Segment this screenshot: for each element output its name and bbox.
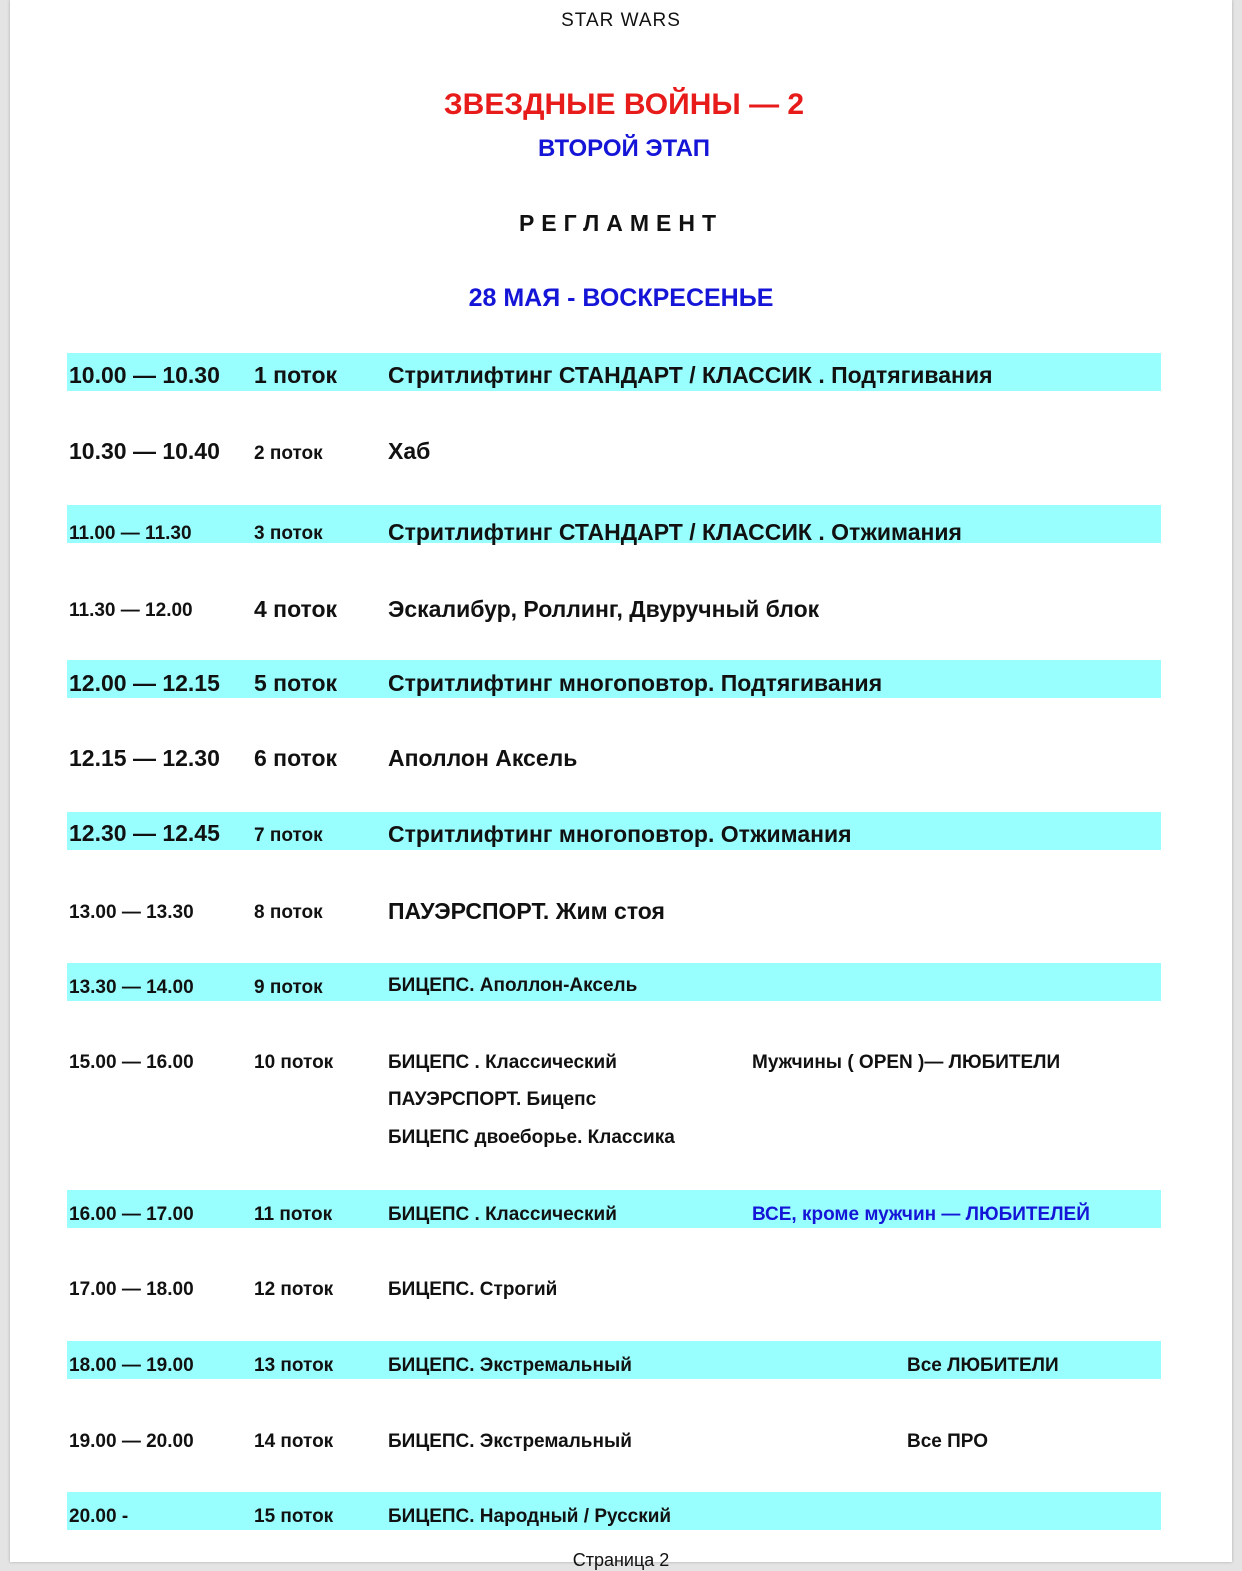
row-stream: 14 поток <box>254 1431 334 1452</box>
row-event: БИЦЕПС двоеборье. Классика <box>388 1127 675 1148</box>
row-stream: 5 поток <box>254 670 338 696</box>
row-note: Мужчины ( OPEN )— ЛЮБИТЕЛИ <box>752 1052 1061 1073</box>
schedule-row-9 <box>67 963 1161 1001</box>
row-event: БИЦЕПС . Классический <box>388 1052 617 1073</box>
event-series-label: STAR WARS <box>561 10 681 31</box>
row-stream: 6 поток <box>254 745 338 771</box>
row-stream: 13 поток <box>254 1355 334 1376</box>
document-page <box>10 0 1232 1570</box>
row-note-part: ВСЕ, кроме мужчин — <box>752 1204 966 1225</box>
schedule-row-8 <box>67 888 1161 926</box>
row-time: 16.00 — 17.00 <box>69 1204 194 1225</box>
schedule-row-6 <box>67 736 1161 774</box>
row-note: Все ПРО <box>907 1431 988 1452</box>
row-stream: 1 поток <box>254 362 338 388</box>
row-time: 11.30 — 12.00 <box>69 600 193 621</box>
row-note-part: ЛЮБИТЕЛЕЙ <box>965 1204 1090 1225</box>
row-event: БИЦЕПС. Строгий <box>388 1279 558 1300</box>
schedule-row-13 <box>67 1341 1161 1379</box>
schedule-row-4 <box>67 584 1161 622</box>
row-event: Стритлифтинг многоповтор. Подтягивания <box>388 670 883 696</box>
row-event: ПАУЭРСПОРТ. Бицепс <box>388 1089 597 1110</box>
page-number: Страница 2 <box>572 1550 670 1570</box>
row-time: 13.00 — 13.30 <box>69 902 194 923</box>
row-time: 17.00 — 18.00 <box>69 1279 194 1300</box>
schedule-row-5 <box>67 660 1161 698</box>
schedule-row-11 <box>67 1190 1161 1228</box>
row-event: БИЦЕПС. Аполлон-Аксель <box>388 975 638 996</box>
schedule-row-14 <box>67 1417 1161 1455</box>
schedule-row-12 <box>67 1266 1161 1304</box>
schedule-row-1 <box>67 353 1161 391</box>
row-stream: 4 поток <box>254 596 338 622</box>
row-event: БИЦЕПС. Экстремальный <box>388 1431 632 1452</box>
row-time: 15.00 — 16.00 <box>69 1052 194 1073</box>
row-event: БИЦЕПС . Классический <box>388 1204 617 1225</box>
row-stream: 3 поток <box>254 523 323 544</box>
row-stream: 12 поток <box>254 1279 334 1300</box>
row-time: 18.00 — 19.00 <box>69 1355 194 1376</box>
row-stream: 9 поток <box>254 977 323 998</box>
schedule-row-3 <box>67 505 1161 543</box>
row-time: 12.15 — 12.30 <box>69 745 220 771</box>
row-note: Все ЛЮБИТЕЛИ <box>907 1355 1059 1376</box>
row-time: 10.30 — 10.40 <box>69 438 220 464</box>
row-stream: 2 поток <box>254 443 323 464</box>
event-date: 28 МАЯ - ВОСКРЕСЕНЬЕ <box>468 284 774 312</box>
row-time: 13.30 — 14.00 <box>69 977 194 998</box>
row-event: Стритлифтинг СТАНДАРТ / КЛАССИК . Отжимания <box>388 519 962 545</box>
row-stream: 8 поток <box>254 902 323 923</box>
row-time: 12.00 — 12.15 <box>69 670 220 696</box>
row-time: 12.30 — 12.45 <box>69 820 220 846</box>
event-title: ЗВЕЗДНЫЕ ВОЙНЫ — 2 <box>443 88 805 121</box>
row-event: БИЦЕПС. Экстремальный <box>388 1355 632 1376</box>
schedule-row-7 <box>67 812 1161 850</box>
schedule-row-10 <box>67 1039 1161 1159</box>
row-event: Стритлифтинг многоповтор. Отжимания <box>388 821 852 847</box>
row-time: 19.00 — 20.00 <box>69 1431 194 1452</box>
row-event: Хаб <box>388 438 431 464</box>
row-event: ПАУЭРСПОРТ. Жим стоя <box>388 898 665 924</box>
row-event: Аполлон Аксель <box>388 745 578 771</box>
row-note <box>752 1204 1090 1226</box>
reglament-heading: РЕГЛАМЕНТ <box>518 210 724 236</box>
row-stream: 15 поток <box>254 1506 334 1527</box>
row-stream: 10 поток <box>254 1052 334 1073</box>
row-time: 10.00 — 10.30 <box>69 362 220 388</box>
row-event: БИЦЕПС. Народный / Русский <box>388 1506 672 1527</box>
schedule-row-15 <box>67 1492 1161 1530</box>
row-event: Эскалибур, Роллинг, Двуручный блок <box>388 596 820 622</box>
event-subtitle: ВТОРОЙ ЭТАП <box>538 135 710 162</box>
row-event: Стритлифтинг СТАНДАРТ / КЛАССИК . Подтягивания <box>388 362 993 388</box>
row-stream: 7 поток <box>254 825 323 846</box>
schedule-row-2 <box>67 429 1161 467</box>
row-time: 20.00 - <box>69 1506 129 1527</box>
row-time: 11.00 — 11.30 <box>69 523 192 544</box>
row-stream: 11 поток <box>254 1204 333 1225</box>
